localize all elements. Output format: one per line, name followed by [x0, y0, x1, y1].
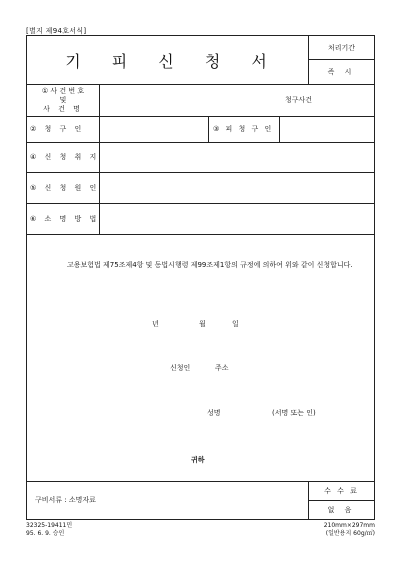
applicant-address-label: 주소: [215, 364, 229, 372]
case-number-label: [27, 84, 99, 116]
case-number-label-line1: ① 사 건 번 호: [41, 86, 85, 95]
paper-size: 210mm×297mm: [323, 522, 375, 529]
paper-type: (일반용지 60g/㎡): [325, 530, 375, 537]
footer-right: [324, 522, 375, 538]
processing-period-value: 즉 시: [327, 67, 356, 76]
applicant-name-label: 성명: [207, 409, 221, 417]
date-year: 년: [152, 320, 159, 328]
addressee: 귀하: [191, 456, 205, 464]
footer-left: [26, 522, 72, 538]
processing-period-label: 처리기간: [327, 43, 356, 52]
form-code: 32325-19411민: [26, 522, 73, 529]
purpose-label: ④ 신 청 취 지: [30, 153, 100, 161]
approval-date: 95. 6. 9. 승인: [26, 530, 65, 537]
method-label: ⑥ 소 명 방 법: [30, 214, 100, 223]
reason-label: ⑤ 신 청 원 인: [30, 183, 100, 192]
divider: [279, 116, 280, 142]
divider: [27, 234, 374, 235]
applicant-label: ② 청 구 인: [30, 125, 85, 133]
statement-text: 고용보험법 제75조제4항 및 동법시행령 제99조제1항의 규정에 의하여 위와 같이 신청합니다.: [67, 261, 353, 269]
applicant-block-label: 신청인: [170, 364, 191, 372]
form-title: 기 피 신 청 서: [65, 51, 280, 71]
date-month: 월: [199, 320, 206, 328]
case-number-label-line2: 및: [59, 95, 67, 104]
form-number-label: [별지 제94호서식]: [26, 27, 87, 35]
fee-value: 없 음: [327, 505, 356, 514]
divider: [208, 116, 209, 142]
case-name-value: 청구사건: [285, 96, 313, 104]
fee-label: 수 수 료: [324, 486, 359, 495]
date-day: 일: [232, 320, 239, 328]
attachments-text: 구비서류 : 소명자료: [35, 496, 96, 504]
case-number-label-line3: 사 건 명: [43, 104, 83, 113]
respondent-label: ③ 피 청 구 인: [213, 125, 274, 133]
application-form: [26, 35, 375, 520]
signature-note: (서명 또는 인): [272, 409, 316, 417]
